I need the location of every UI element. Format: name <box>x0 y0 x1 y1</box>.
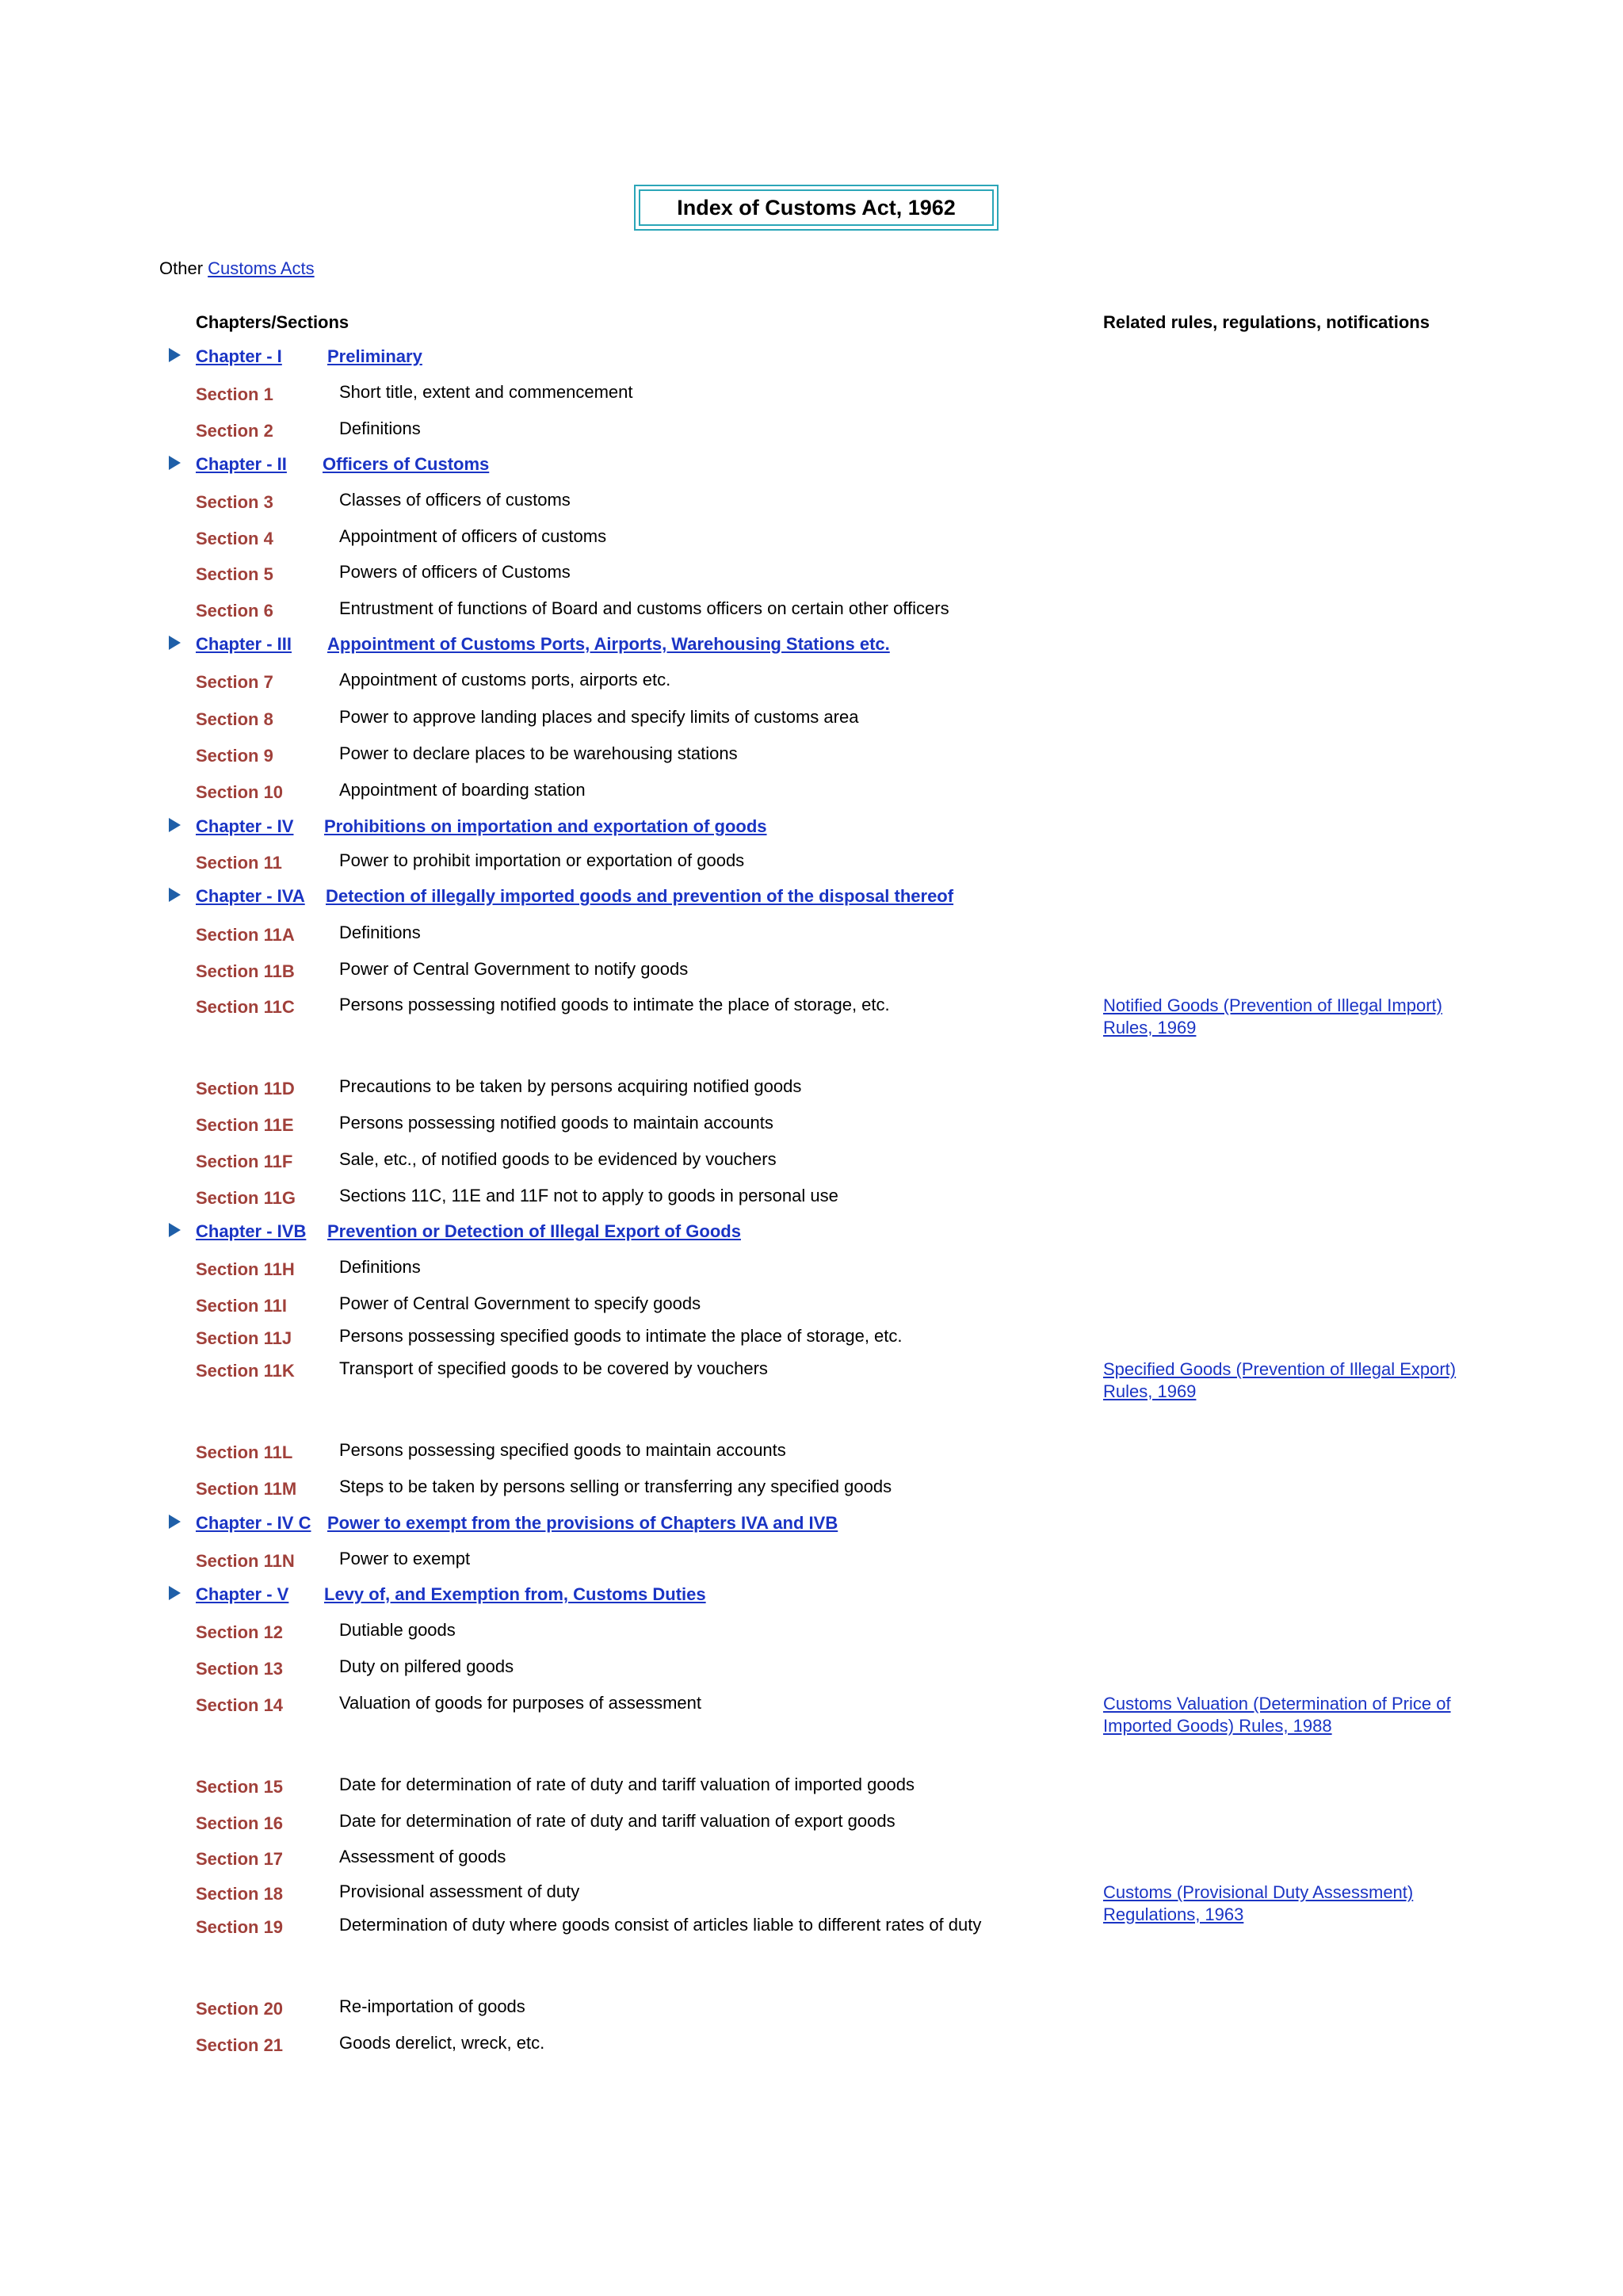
section-number: Section 11J <box>196 1328 292 1348</box>
section-number: Section 18 <box>196 1884 284 1904</box>
section-title: Appointment of officers of customs <box>339 526 607 546</box>
related-rule-link[interactable]: Customs Valuation (Determination of Price of Imported Goods) Rules, 1988 <box>1103 1694 1451 1736</box>
chapter-number-link[interactable]: Chapter - IVB <box>196 1221 307 1241</box>
section-number: Section 13 <box>196 1659 284 1679</box>
section-number: Section 14 <box>196 1695 284 1715</box>
section-number: Section 11E <box>196 1115 294 1135</box>
section-title: Determination of duty where goods consist of articles liable to different rates of duty <box>339 1915 982 1935</box>
expand-arrow-icon[interactable] <box>169 348 181 362</box>
section-number: Section 15 <box>196 1777 284 1797</box>
section-title: Definitions <box>339 923 421 942</box>
section-title: Appointment of boarding station <box>339 780 586 800</box>
chapter-title-link[interactable]: Levy of, and Exemption from, Customs Duties <box>324 1584 706 1604</box>
section-title: Power to declare places to be warehousing stations <box>339 743 738 763</box>
section-title: Persons possessing notified goods to intimate the place of storage, etc. <box>339 995 890 1014</box>
section-number: Section 11L <box>196 1442 293 1462</box>
expand-arrow-icon[interactable] <box>169 818 181 832</box>
chapter-title-link[interactable]: Appointment of Customs Ports, Airports, Warehousing Stations etc. <box>327 634 890 654</box>
section-title: Valuation of goods for purposes of assessment <box>339 1693 701 1713</box>
section-title: Powers of officers of Customs <box>339 562 571 582</box>
section-number: Section 16 <box>196 1813 284 1833</box>
section-number: Section 11A <box>196 925 295 945</box>
expand-arrow-icon[interactable] <box>169 1515 181 1529</box>
chapter-number-link[interactable]: Chapter - IVA <box>196 886 305 906</box>
chapter-number-link[interactable]: Chapter - IV <box>196 816 294 836</box>
chapter-title-link[interactable]: Detection of illegally imported goods and prevention of the disposal thereof <box>326 886 954 906</box>
section-title: Date for determination of rate of duty and tariff valuation of imported goods <box>339 1775 915 1794</box>
page-title: Index of Customs Act, 1962 <box>639 189 994 226</box>
section-title: Re-importation of goods <box>339 1996 525 2016</box>
section-number: Section 12 <box>196 1622 284 1642</box>
section-number: Section 8 <box>196 709 273 729</box>
section-number: Section 10 <box>196 782 284 802</box>
section-title: Entrustment of functions of Board and customs officers on certain other officers <box>339 598 949 618</box>
section-title: Steps to be taken by persons selling or transferring any specified goods <box>339 1477 892 1496</box>
related-rule-link[interactable]: Specified Goods (Prevention of Illegal Export) Rules, 1969 <box>1103 1359 1457 1401</box>
chapter-title-link[interactable]: Prohibitions on importation and exportation of goods <box>324 816 767 836</box>
section-number: Section 11I <box>196 1296 287 1316</box>
section-title: Duty on pilfered goods <box>339 1656 514 1676</box>
expand-arrow-icon[interactable] <box>169 456 181 470</box>
expand-arrow-icon[interactable] <box>169 1586 181 1600</box>
section-title: Power to approve landing places and specify limits of customs area <box>339 707 859 727</box>
related-rule-link[interactable]: Notified Goods (Prevention of Illegal Import) Rules, 1969 <box>1103 995 1442 1037</box>
section-number: Section 11C <box>196 997 295 1017</box>
section-number: Section 11N <box>196 1551 295 1571</box>
section-title: Short title, extent and commencement <box>339 382 633 402</box>
expand-arrow-icon[interactable] <box>169 636 181 650</box>
section-number: Section 11M <box>196 1479 297 1499</box>
section-title: Power of Central Government to notify goods <box>339 959 689 979</box>
other-prefix: Other <box>159 258 204 278</box>
section-title: Power to exempt <box>339 1549 471 1568</box>
section-number: Section 7 <box>196 672 273 692</box>
section-title: Date for determination of rate of duty and tariff valuation of export goods <box>339 1811 896 1831</box>
section-number: Section 6 <box>196 601 273 621</box>
section-title: Power of Central Government to specify goods <box>339 1293 701 1313</box>
related-rules-header: Related rules, regulations, notifications <box>1103 312 1430 332</box>
section-title: Persons possessing specified goods to maintain accounts <box>339 1440 786 1460</box>
customs-acts-link[interactable]: Customs Acts <box>208 258 315 278</box>
section-number: Section 11 <box>196 853 282 873</box>
section-number: Section 11F <box>196 1152 293 1171</box>
section-title: Sections 11C, 11E and 11F not to apply to goods in personal use <box>339 1186 838 1205</box>
section-number: Section 19 <box>196 1917 284 1937</box>
section-number: Section 4 <box>196 529 273 548</box>
section-number: Section 11B <box>196 961 295 981</box>
section-number: Section 11K <box>196 1361 295 1381</box>
chapter-title-link[interactable]: Prevention or Detection of Illegal Export of Goods <box>327 1221 741 1241</box>
section-number: Section 9 <box>196 746 273 766</box>
related-rule-link[interactable]: Customs (Provisional Duty Assessment) Regulations, 1963 <box>1103 1882 1414 1924</box>
section-number: Section 17 <box>196 1849 284 1869</box>
section-number: Section 11H <box>196 1259 295 1279</box>
chapter-number-link[interactable]: Chapter - V <box>196 1584 289 1604</box>
chapter-number-link[interactable]: Chapter - II <box>196 454 287 474</box>
section-title: Power to prohibit importation or exportation of goods <box>339 850 745 870</box>
section-title: Definitions <box>339 1257 421 1277</box>
section-number: Section 21 <box>196 2035 284 2055</box>
section-number: Section 1 <box>196 384 273 404</box>
section-title: Assessment of goods <box>339 1847 506 1866</box>
section-title: Sale, etc., of notified goods to be evidenced by vouchers <box>339 1149 777 1169</box>
section-title: Classes of officers of customs <box>339 490 571 510</box>
chapters-sections-header: Chapters/Sections <box>196 312 349 332</box>
section-title: Provisional assessment of duty <box>339 1881 580 1901</box>
section-title: Appointment of customs ports, airports etc. <box>339 670 671 690</box>
section-title: Transport of specified goods to be covered by vouchers <box>339 1358 768 1378</box>
section-title: Persons possessing notified goods to maintain accounts <box>339 1113 773 1133</box>
section-number: Section 20 <box>196 1999 284 2019</box>
section-title: Definitions <box>339 418 421 438</box>
section-number: Section 5 <box>196 564 273 584</box>
section-number: Section 3 <box>196 492 273 512</box>
section-title: Goods derelict, wreck, etc. <box>339 2033 545 2053</box>
section-title: Dutiable goods <box>339 1620 456 1640</box>
section-number: Section 11G <box>196 1188 296 1208</box>
chapter-number-link[interactable]: Chapter - I <box>196 346 282 366</box>
section-title: Precautions to be taken by persons acquiring notified goods <box>339 1076 802 1096</box>
chapter-title-link[interactable]: Power to exempt from the provisions of Chapters IVA and IVB <box>327 1513 838 1533</box>
expand-arrow-icon[interactable] <box>169 1223 181 1237</box>
expand-arrow-icon[interactable] <box>169 888 181 902</box>
chapter-number-link[interactable]: Chapter - IV C <box>196 1513 311 1533</box>
section-number: Section 2 <box>196 421 273 441</box>
section-title: Persons possessing specified goods to intimate the place of storage, etc. <box>339 1326 903 1346</box>
chapter-title-link[interactable]: Officers of Customs <box>323 454 490 474</box>
chapter-title-link[interactable]: Preliminary <box>327 346 422 366</box>
section-number: Section 11D <box>196 1079 295 1098</box>
chapter-number-link[interactable]: Chapter - III <box>196 634 292 654</box>
